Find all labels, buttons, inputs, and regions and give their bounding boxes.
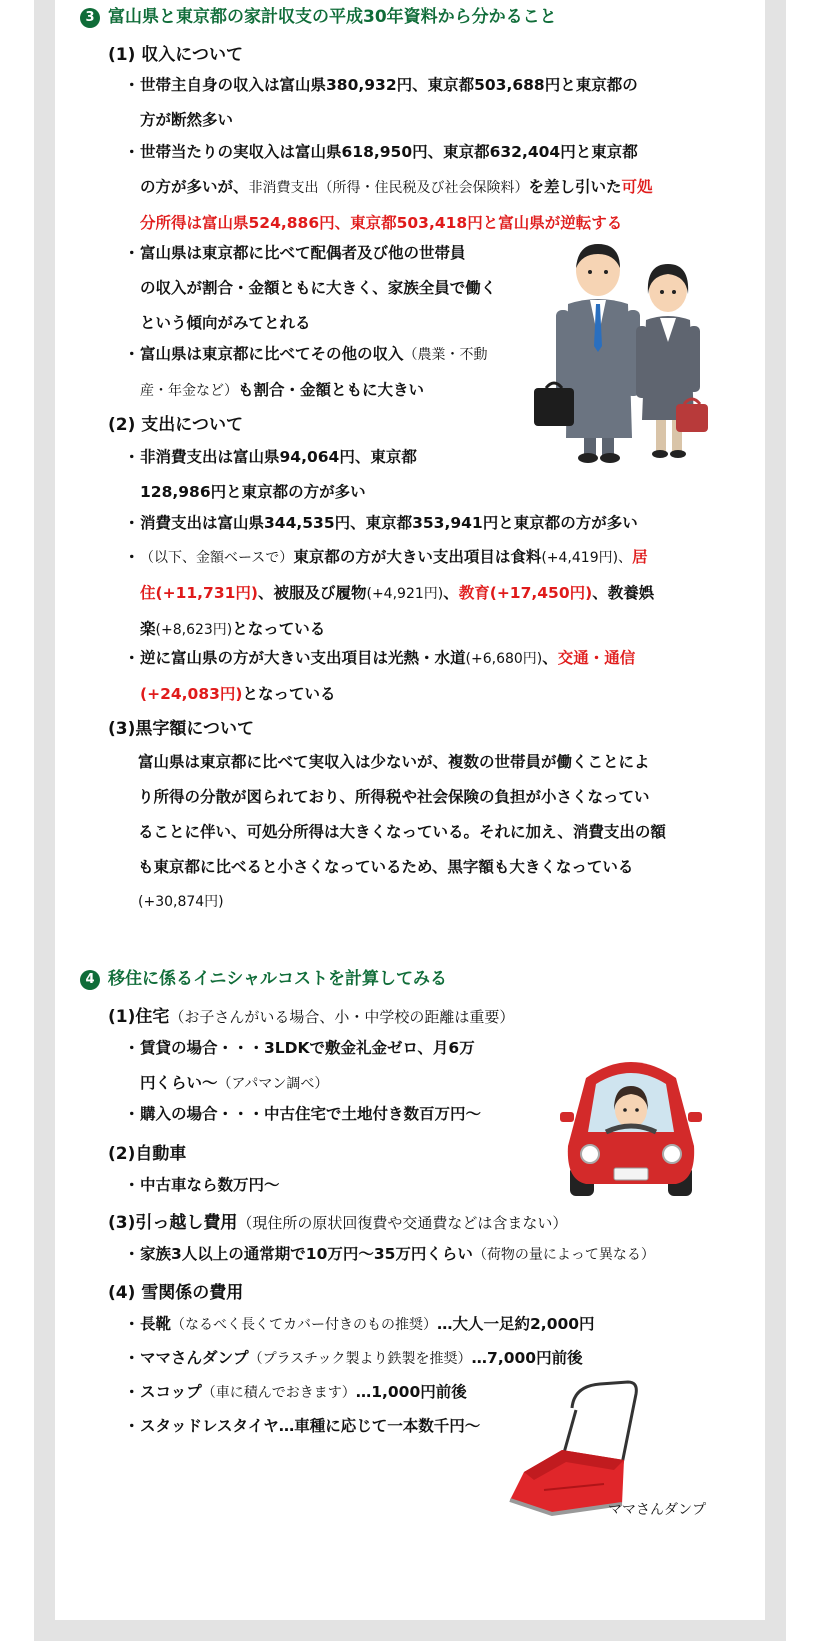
bullet-dot: ・ — [124, 143, 140, 161]
bullet-dot: ・ — [124, 1383, 140, 1401]
line: 産・年金など）も割合・金額ともに大きい — [140, 381, 425, 399]
s4-sub4-bullet2 — [124, 1341, 724, 1376]
section3-heading — [80, 2, 557, 28]
bullet-dot: ・ — [124, 548, 140, 566]
line: の方が多いが、非消費支出（所得・住民税及び社会保険料）を差し引いた可処 — [140, 178, 653, 196]
bullet-dot: ・ — [124, 1315, 140, 1333]
line: 富山県は東京都に比べて配偶者及び他の世帯員 — [140, 244, 466, 262]
line: 円くらい〜（アパマン調べ） — [140, 1074, 329, 1092]
bullet-dot: ・ — [124, 1039, 140, 1057]
line: (+24,083円)となっている — [140, 685, 336, 703]
section3-title: 富山県と東京都の家計収支の平成30年資料から分かること — [108, 7, 557, 27]
s4-sub1-bullet2 — [124, 1097, 544, 1132]
bullet-dot: ・ — [124, 649, 140, 667]
line-highlight: 分所得は富山県524,886円、東京都503,418円と富山県が逆転する — [140, 214, 623, 232]
section4-title: 移住に係るイニシャルコストを計算してみる — [108, 969, 447, 989]
line: 購入の場合・・・中古住宅で土地付き数百万円〜 — [140, 1105, 482, 1123]
line: 方が断然多い — [140, 111, 234, 129]
line: り所得の分散が図られており、所得税や社会保険の負担が小さくなってい — [138, 788, 650, 806]
s3-sub1-bullet1 — [124, 68, 724, 138]
s4-sub1-bullet1 — [124, 1031, 544, 1101]
s3-sub2-bullet1 — [124, 440, 524, 510]
line: 賃貸の場合・・・3LDKで敷金礼金ゼロ、月6万 — [140, 1039, 475, 1057]
bullet-dot: ・ — [124, 1349, 140, 1367]
s4-sub4-title: (4) 雪関係の費用 — [108, 1283, 244, 1303]
s4-sub1-title: (1)住宅（お子さんがいる場合、小・中学校の距離は重要） — [108, 1007, 515, 1027]
s4-sub4-bullet1 — [124, 1307, 724, 1342]
s3-sub1-bullet2 — [124, 135, 724, 240]
line: 家族3人以上の通常期で10万円〜35万円くらい（荷物の量によって異なる） — [140, 1245, 655, 1263]
line: も東京都に比べると小さくなっているため、黒字額も大きくなっている — [138, 858, 634, 876]
s3-sub2-bullet4 — [124, 641, 724, 711]
bullet-dot: ・ — [124, 244, 140, 262]
line: 長靴（なるべく長くてカバー付きのもの推奨）…大人一足約2,000円 — [140, 1315, 595, 1333]
s3-sub1-bullet3 — [124, 236, 524, 341]
business-couple-illustration — [528, 238, 714, 466]
bullet-dot: ・ — [124, 448, 140, 466]
s3-sub1-bullet4 — [124, 337, 524, 407]
s3-sub1-title: (1) 収入について — [108, 45, 243, 65]
line: 楽(+8,623円)となっている — [140, 620, 326, 638]
line: 逆に富山県の方が大きい支出項目は光熱・水道(+6,680円)、交通・通信 — [140, 649, 636, 667]
line: ることに伴い、可処分所得は大きくなっている。それに加え、消費支出の額 — [138, 823, 666, 841]
red-car-driver-illustration — [556, 1050, 706, 1200]
bullet-dot: ・ — [124, 514, 140, 532]
line: 消費支出は富山県344,535円、東京都353,941円と東京都の方が多い — [140, 514, 638, 532]
line: （以下、金額ベースで）東京都の方が大きい支出項目は食料(+4,419円)、居 — [140, 548, 648, 566]
bullet-dot: ・ — [124, 76, 140, 94]
line: 世帯主自身の収入は富山県380,932円、東京都503,688円と東京都の — [140, 76, 638, 94]
s3-sub2-bullet2 — [124, 506, 724, 541]
bullet-dot: ・ — [124, 1176, 140, 1194]
line: スタッドレスタイヤ…車種に応じて一本数千円〜 — [140, 1417, 481, 1435]
line: 富山県は東京都に比べて実収入は少ないが、複数の世帯員が働くことによ — [138, 753, 650, 771]
s3-sub2-bullet3 — [124, 540, 724, 645]
line: ママさんダンプ（プラスチック製より鉄製を推奨）…7,000円前後 — [140, 1349, 583, 1367]
section3-number-icon: 3 — [80, 8, 100, 28]
s3-sub3-title: (3)黒字額について — [108, 719, 255, 739]
bullet-dot: ・ — [124, 1417, 140, 1435]
bullet-dot: ・ — [124, 1245, 140, 1263]
line: 128,986円と東京都の方が多い — [140, 483, 366, 501]
line: スコップ（車に積んでおきます）…1,000円前後 — [140, 1383, 467, 1401]
line: 非消費支出は富山県94,064円、東京都 — [140, 448, 417, 466]
line: 中古車なら数万円〜 — [140, 1176, 280, 1194]
s4-sub3-bullet1 — [124, 1237, 724, 1272]
line: 住(+11,731円)、被服及び履物(+4,921円)、教育(+17,450円)、教養娯 — [140, 584, 655, 602]
section4-number-icon: 4 — [80, 970, 100, 990]
line: (+30,874円) — [138, 894, 224, 910]
line: の収入が割合・金額ともに大きく、家族全員で働く — [140, 279, 497, 297]
s3-sub3-paragraph — [138, 745, 666, 920]
s4-sub2-bullet1 — [124, 1168, 524, 1203]
dump-caption: ママさんダンプ — [608, 1502, 707, 1518]
s4-sub2-title: (2)自動車 — [108, 1144, 187, 1164]
s4-sub3-title: (3)引っ越し費用（現住所の原状回復費や交通費などは含まない） — [108, 1213, 568, 1233]
s3-sub2-title: (2) 支出について — [108, 415, 243, 435]
bullet-dot: ・ — [124, 1105, 140, 1123]
line: 富山県は東京都に比べてその他の収入（農業・不動 — [140, 345, 488, 363]
line: という傾向がみてとれる — [140, 314, 311, 332]
section4-heading — [80, 964, 447, 990]
line: 世帯当たりの実収入は富山県618,950円、東京都632,404円と東京都 — [140, 143, 638, 161]
bullet-dot: ・ — [124, 345, 140, 363]
